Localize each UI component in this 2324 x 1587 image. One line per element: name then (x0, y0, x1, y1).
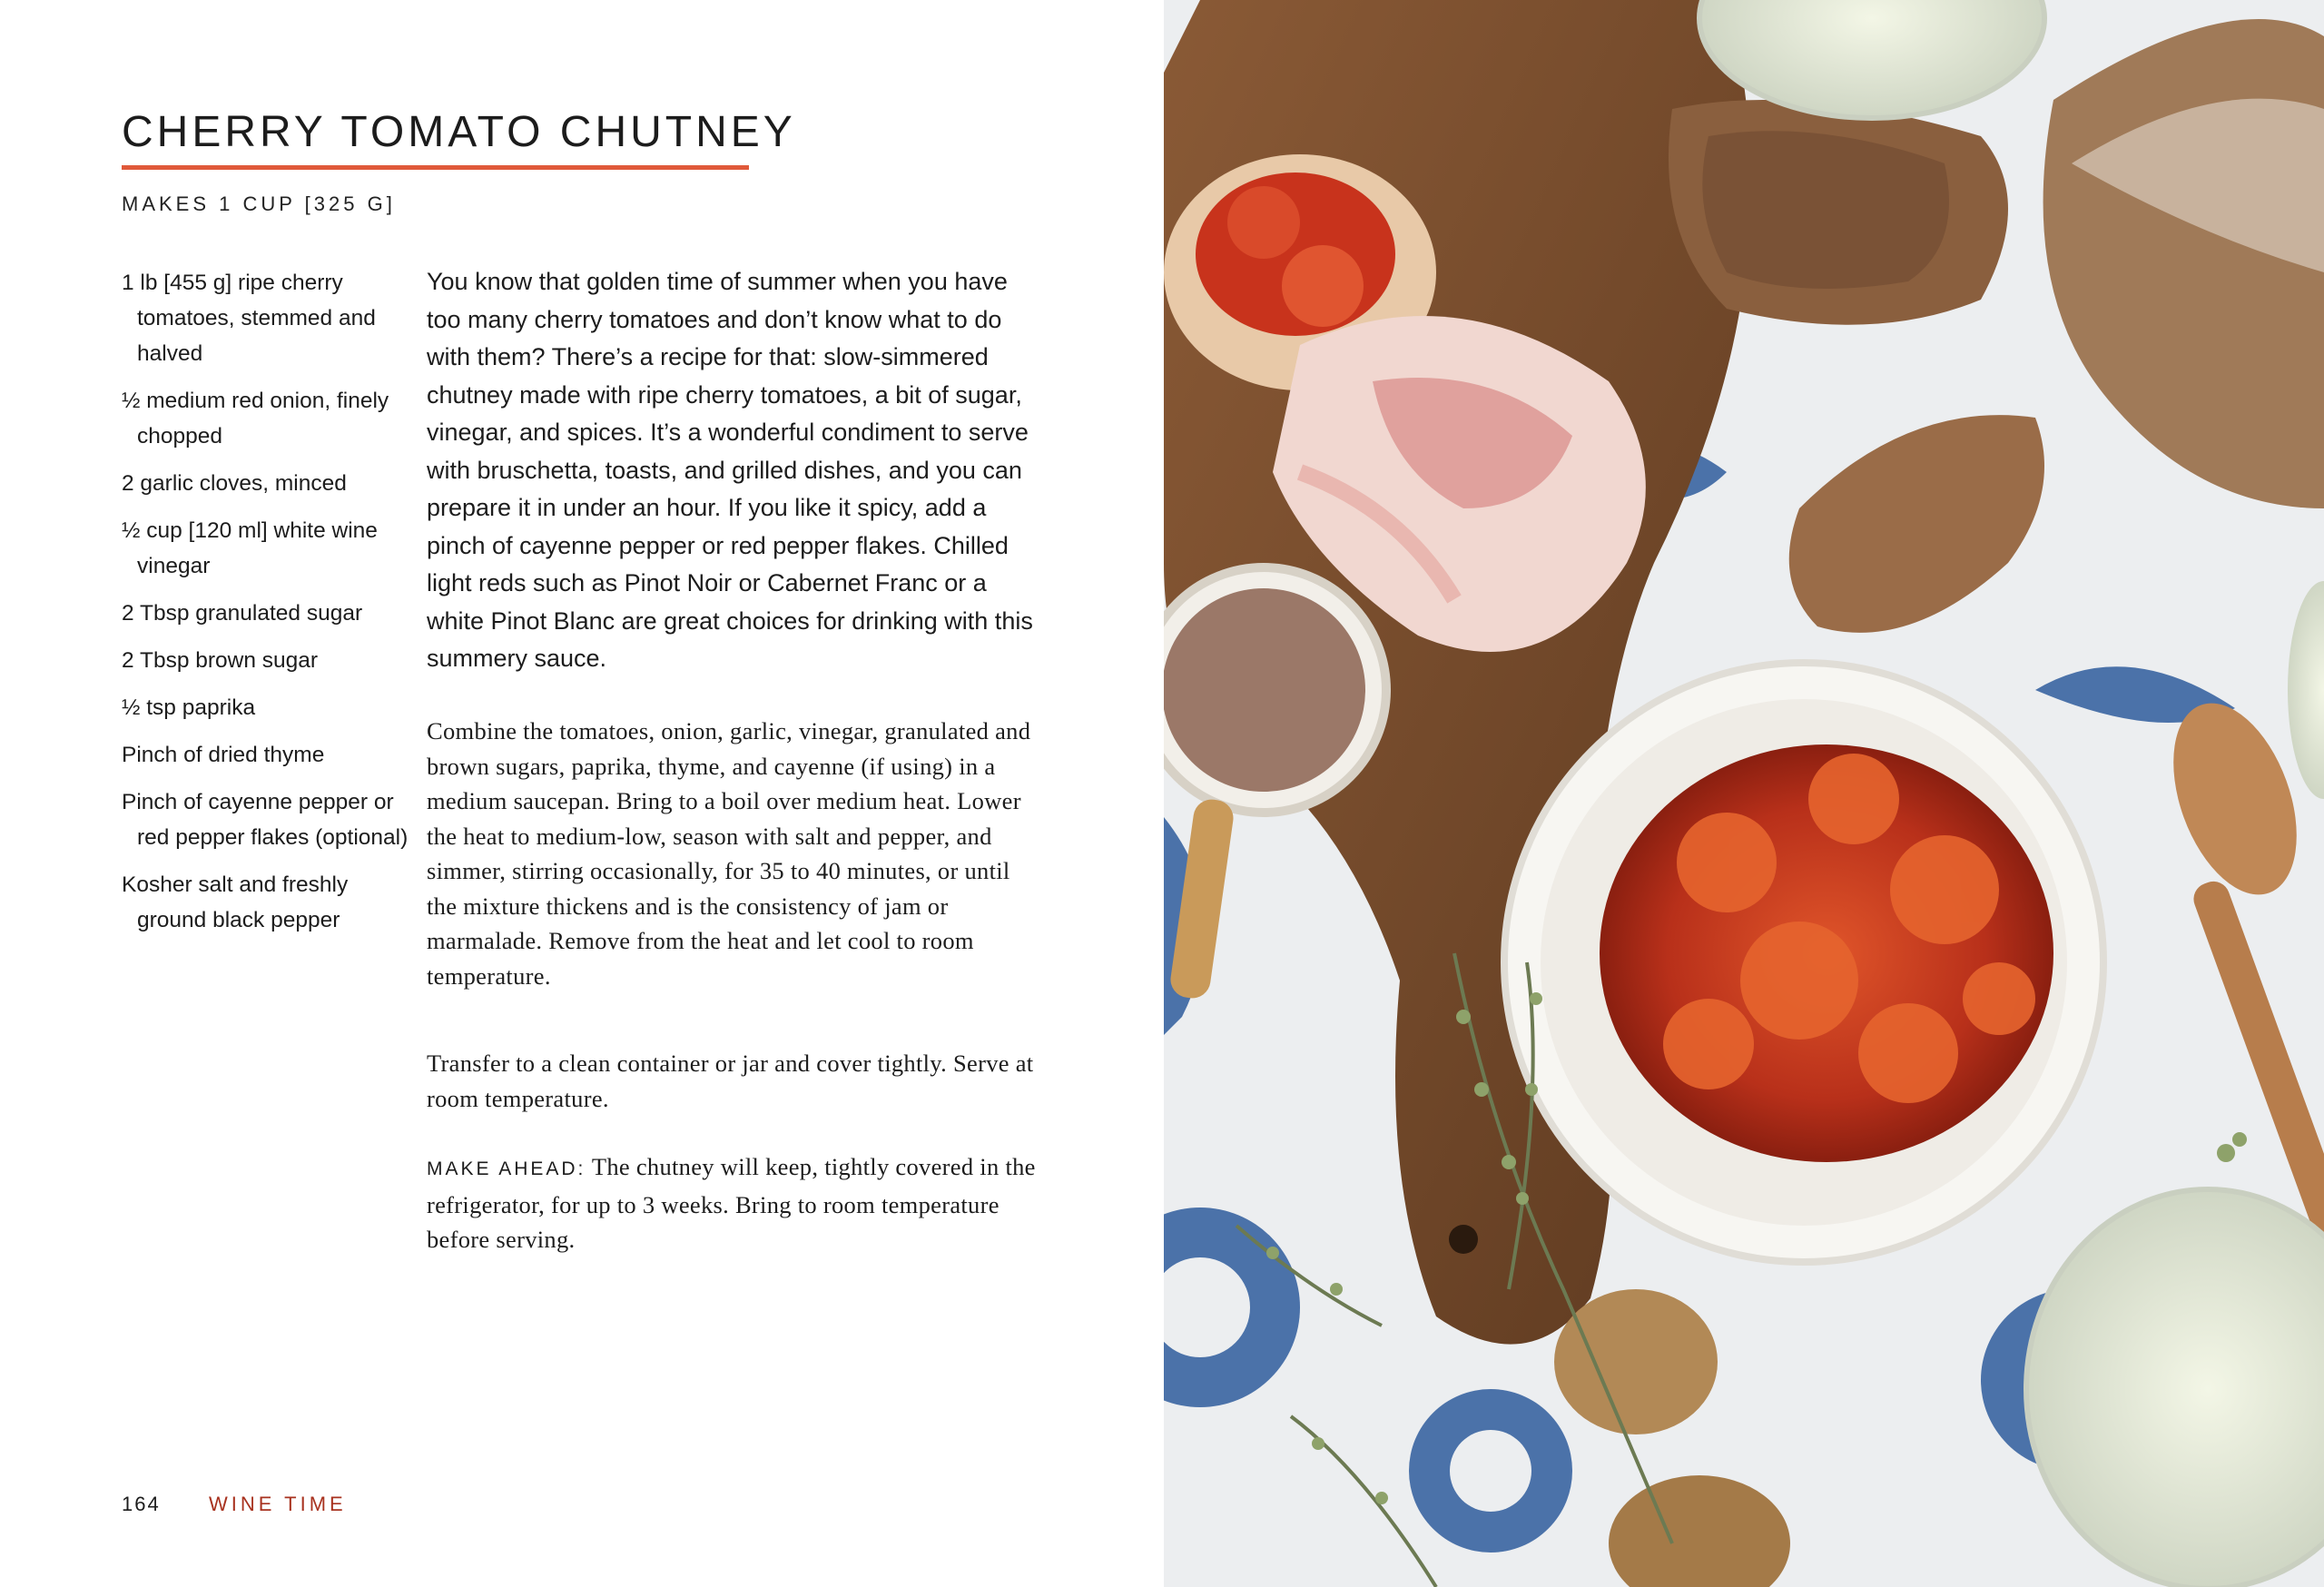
ingredient-item: Pinch of cayenne pepper or red pepper flakes (optional) (122, 790, 409, 850)
food-photo (1164, 0, 2324, 1587)
page-number: 164 (122, 1493, 161, 1515)
ingredient-item: ½ medium red onion, finely chopped (122, 389, 389, 448)
make-ahead-text: The chutney will keep, tightly covered in the refrigerator, for up to 3 weeks. Bring to room temperature before serving. (427, 1153, 1036, 1253)
dried-fig-icon (1554, 1289, 1718, 1434)
recipe-intro: You know that golden time of summer when you have too many cherry tomatoes and don’t know what to do with them? There’s a recipe for that: slow-simmered chutney made with ripe cherry tomatoes, a bit of sugar, vinegar, and spices. It’s a wonderful condiment to serve with bruschetta, toasts, and grilled dishes, and you can prepare it in under an hour. If you like it spicy, add a pinch of cayenne pepper or red pepper flakes. Chilled light reds such as Pinot Noir or Cabernet Franc or a white Pinot Blanc are great choices for drinking with this summery sauce. (427, 268, 1033, 672)
title-underline (122, 165, 749, 170)
ingredient-item: 2 Tbsp brown sugar (122, 648, 319, 673)
ingredient-item: 2 garlic cloves, minced (122, 471, 347, 496)
ingredient-item: 1 lb [455 g] ripe cherry tomatoes, stemmed and halved (122, 271, 376, 366)
ingredient-list (122, 265, 412, 950)
board-hole (1449, 1225, 1478, 1254)
method-step: Combine the tomatoes, onion, garlic, vinegar, granulated and brown sugars, paprika, thyme, and cayenne (if using) in a medium saucepan. Bring to a boil over medium heat. Lower the heat to medium-low, season with salt and pepper, and simmer, stirring occasionally, for 35 to 40 minutes, or until the mixture thickens and is the consistency of jam or marmalade. Remove from the heat and let cool to room temperature. (427, 717, 1031, 990)
ingredient-item: Kosher salt and freshly ground black pepper (122, 872, 349, 932)
method-step: Transfer to a clean container or jar and cover tightly. Serve at room temperature. (427, 1050, 1034, 1112)
ingredient-item: Pinch of dried thyme (122, 743, 325, 767)
make-ahead-note (427, 1149, 1044, 1257)
recipe-yield: MAKES 1 CUP [325 G] (122, 192, 396, 215)
recipe-title: CHERRY TOMATO CHUTNEY (122, 108, 796, 156)
make-ahead-label: MAKE AHEAD: (427, 1158, 586, 1179)
ingredient-item: 2 Tbsp granulated sugar (122, 601, 363, 626)
ingredient-item: ½ cup [120 ml] white wine vinegar (122, 518, 378, 578)
running-head: WINE TIME (209, 1493, 347, 1515)
ingredient-item: ½ tsp paprika (122, 695, 256, 720)
